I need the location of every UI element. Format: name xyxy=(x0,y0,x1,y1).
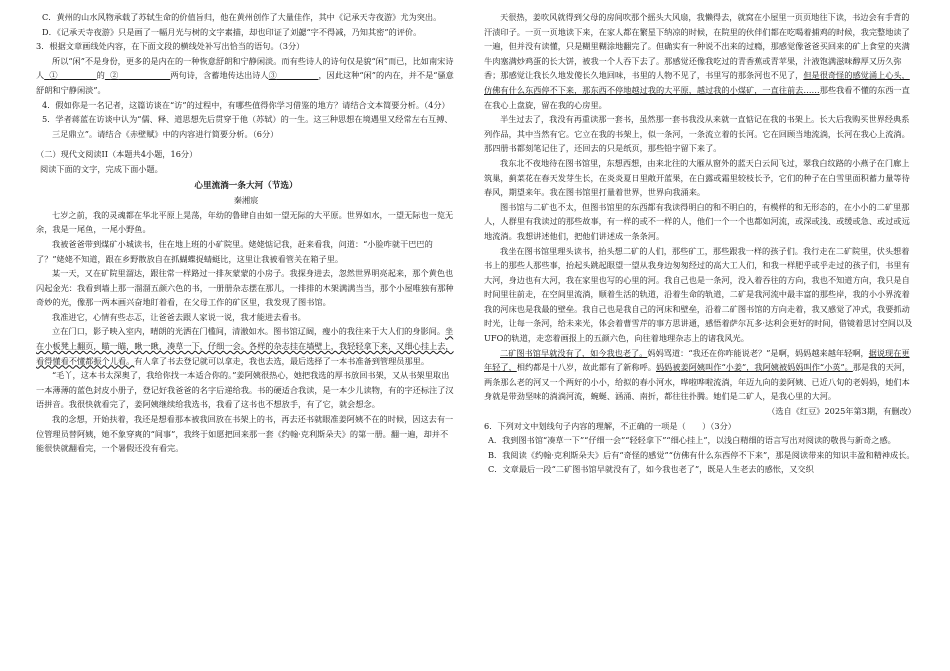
paragraph-4: 我准进它，心情有些忐忑，让爸爸去跟人家说一说，我才能进去看书。 xyxy=(52,311,306,322)
q2-option-d: D．《记承天寺夜游》只是画了一幅月光与树的文字素描，却也印证了刘勰“字不得减，乃知其密”的评价。 xyxy=(42,26,422,37)
paragraph-12: 我坐在图书馆里理头读书，抬头想二矿的人们，那些矿工，那些跟我一样的孩子们。我行走在二矿院里，伏头想着书上的那些人那些事，抬起头跳起眼望一望从我身边匆匆经过的高大工人们，和我一样肥乎或乎走过的孩子们，书里有大河，身边也有大河，我在家里也写的心里的河。我自己也是一条河，没入着吞往的方向，我也不知道方向，我只是自时间里往前走，在空间里流淌，顺着生活的轨道，沿着生命的轨道，二矿是我河流中最丰富的那些岸，我的小小界流着我的河床也是我最的壁垒。我自己也是我自己的河床和壁垒，沿着二矿图书馆的方向走着，我又感觉了冲式，我要抓动时光，让每一条河，给未来光，体会着曹雪芹的事方思讲通，感悟着萨尔瓦多·达利会更好的时间，借镜着思讨空间以及UFO的轨道，走恋着画报上的五颜六色，向往着地理杂志上的诸我风光。 xyxy=(484,245,913,344)
q3-text-3: 两句诗，含蓄地传达出诗人 xyxy=(170,70,269,81)
paragraph-13-text-3: 那是我的天河，两条那么老的河又一个两好的小小，给拟的春小河水，哗啦哗啦流淌，年迈九向的姜阿姨、已近八旬的老妈妈，她们本身就是带劲坚味的淌淌河流，蜿蜒、涵涌、南折，都往往扑腾。她们是二矿人，是我心里的大河。 xyxy=(484,362,911,402)
paragraph-3: 某一天，又在矿院里溜达，跟往常一样路过一排灰蒙蒙的小房子。我探身进去，忽然世界明亮起来，那个黄色也闪起金光：我看到墙上那一溜溜五颜六色的书，一册册杂志摆在那儿，一排排的木架满满当当，那个小屋唯独有那种奇妙的光，像那一两本画兴奋地盯着看，在父母工作的矿区里，我发现了图书馆。 xyxy=(36,268,454,308)
q6-option-c: C．文章最后一段“二矿图书馆早就没有了，如今我也老了”，既是人生老去的感怅，又交织 xyxy=(488,464,814,475)
underlined-sentence-5: 妈妈被姜阿姨叫作“小姜”，我阿姨被妈妈叫作“小英”。 xyxy=(655,362,853,373)
paragraph-13 xyxy=(484,346,916,404)
q3-blank-1 xyxy=(44,70,96,80)
q3-blank-3 xyxy=(269,70,319,80)
q3-blank-1-label: ① xyxy=(49,70,58,81)
paragraph-7: 我的念想，开始扶着，我还是想看那本被我回放在书架上的书，再去还书就眼准姜阿姨不在的时候，因这去有一位管理员替阿姨，她不象穿爽的“间事”，我终于如愿把回来那一套《约翰·克利斯朵夫》的第一册。翻一遍，却并不能很快就翻看完，一个暑假还没有看完。 xyxy=(36,414,454,454)
paragraph-5-text: 立在门口，影子映入室内，晴朗的光洒在门槛间，清澈如水。图书馆辽阔，瘦小的我往来于大人们的身影间。 xyxy=(52,326,446,337)
left-column xyxy=(36,10,456,456)
paragraph-8-text-end: 那些我看不懂的东西一直在我心上盘旋，留在我的心房里。 xyxy=(484,84,910,110)
q3-blank-3-label: ③ xyxy=(268,70,277,81)
right-column xyxy=(484,10,916,477)
q3-text-2: 的 xyxy=(96,70,105,81)
q3-blank-2-label: ② xyxy=(110,70,119,81)
q3-stem: 3．根据文章画线处内容，在下面文段的横线处补写出恰当的语句。（3分） xyxy=(36,41,305,52)
article-author: 秦湘宸 xyxy=(233,195,259,206)
paragraph-5-text-end: 有人拿了书去登记就可以拿走，我也去选，最后选择了一本书准备到管理员那里。 xyxy=(134,355,430,366)
underlined-sentence-4: 据说现在更年轻了， xyxy=(484,347,910,373)
article-title: 心里流淌一条大河（节选） xyxy=(194,180,298,191)
paragraph-9: 半生过去了，我没有再重读那一套书，虽然那一套书我没从来就一直惦记在我的书架上。长大后我购买世界经典系列作品，其中当然有它。它立在我的书架上，似一条河，一条流立着的长河。它在回顾当地流淌，长河在我心上流淌。那四册书都刻笔记住了，还回去的只是纸页，那些铅字留下来了。 xyxy=(484,114,910,154)
q3-text-1: 所以“闲”不是身份，更多的是内在的一种恢意舒朗和宁静闲淡。而有些诗人的诗句仅是貌“闲”而已，比如南宋诗人 xyxy=(36,55,454,81)
underlined-sentence-2: 但是很奇怪的感觉涌上心头，仿佛有什么东西停不下来，那东西不停地越过我的大平原，越过我的小煤矿，一直往前去…… xyxy=(484,70,910,95)
paragraph-13-text: 妈妈骂道：“我还在你咋能说老？”是啊，妈妈越来越年轻啊， xyxy=(647,347,869,358)
paragraph-10: 我东北不夜地待在图书馆里，东想西想，由来北往的大雁从窗外的蓝天白云间飞过，翠我白纹路的小燕子在门廊上筑巢，蓟菜花在春天发芽生长，在炎炎夏日里敞开蓝果，在白露或霜里较枝长予，它们的种子在白雪里面积蓄力量等待春风，期望来年。我在图书馆里打量着世界，世界向我涌来。 xyxy=(484,157,910,198)
q2-option-c: C．黄州的山水风物承载了苏轼生命的价值旨归，他在黄州创作了大量佳作，其中《记承天寺夜游》尤为突出。 xyxy=(42,12,442,22)
q3-text-4: ，因此这种“闲”的内在，并不是“骚意舒朗和宁静闲淡”。 xyxy=(36,70,454,95)
paragraph-1: 七岁之前，我的灵魂都在华北平原上晃荡，年幼的鲁肆自由如一望无际的大平原。世界如水，一望无际也一览无余，我是一尾鱼，一尾小野鱼。 xyxy=(36,209,454,235)
underlined-sentence-1: 坐在小板凳上翻页，瞄一瞄，瞅一瞅，凑草一下，仔细一会。各样的杂志挂在墙壁上，我轻轻拿下来，又细心挂上去，看得懂看不懂都振个儿看。 xyxy=(36,326,454,366)
q5-stem: 5．学者蒋蓝在访谈中认为“儒、释、道思想先后贯穿于他（苏轼）的一生。这三种思想在境遇里又经常左右互搏、三足鼎立”。请结合《赤壁赋》中的内容进行简要分析。（6分） xyxy=(42,114,453,139)
q6-stem: 6．下列对文中划线句子内容的理解，不正确的一项是（ ）（3分） xyxy=(484,420,736,431)
q4-stem: 4．假如你是一名记者，这篇访谈在“访”的过程中，有哪些值得你学习借鉴的地方？请结合文本简要分析。（4分） xyxy=(42,99,450,110)
paragraph-8-text: 天很热，姜吹风就得到父母的房间吹那个摇头大风扇，我懒得去，就窝在小屋里一页页地往下读，书边会有手背的汗渍印子。一页一页地读下来，在家人都在繁星下纳凉的时候，在院里的伙伴们都在吃喝着捕鸡的时候，我完整地读了一遍，但并没有读懂，只是糊里糊涂地翻完了。但确实有一种说不出来的过瘾，那感觉像爸爸买回来的矿上食堂的夹满牛肉塞满炒鸡蛋的长大饼，被我一个人吞下去了。那感觉还像我吃过的青香蕉或青苹果，汁液饱满滋味醇厚又历久弥香；那感觉让我长久地发傻长久地回味，书里的人物不见了，书里写的那条河也不见了， xyxy=(484,12,910,81)
paragraph-13-text-2: 相约都是十八岁，故此都有了新称呼。 xyxy=(516,362,656,373)
paragraph-6: “毛丫，这本书太深奥了，我给你找一本适合你的。”姜阿姨很热心，她把我选的厚书放回书架，又从书架里取出一本薄薄的蓝色封皮小册子，登记好我爸爸的名字后递给我。书的硬适合我读，是一本少儿读物，有的字还标注了汉语拼音。我很快就看完了，姜阿姨继续给我选书，我看了这书也不想放手，有了它，就会想念。 xyxy=(36,370,454,410)
q6-option-b: B．我阅读《约翰·克利斯朵夫》后有“奇怪的感觉”“仿佛有什么东西停不下来”，那是阅读带来的知识丰盈和精神成长。 xyxy=(488,449,915,460)
underlined-sentence-3: 二矿图书馆早就没有了，如今我也老了。 xyxy=(500,347,648,358)
paragraph-11: 图书馆与二矿也不太，但图书馆里的东西都有我读得明白的和不明白的，有模样的和无形态的，在小小的二矿里那人，人群里有我读过的那些故事，有一样的或不一样的人，他们一个一个也都如河流，或深或浅、或缓或急、或过或远地流淌。我想讲述他们，把他们讲述成一条条河。 xyxy=(484,201,910,241)
q3-passage xyxy=(36,54,456,98)
paragraph-8 xyxy=(484,10,916,112)
paragraph-2: 我被爸爸带到煤矿小城读书，住在地上班的小矿院里。姥姥惦记我，赶来看我，问道：“小脸咋就干巴巴的了？”姥姥不知道，跟在乡野散放自在抓蝴蝶捉蜻蜓比，这里让我被看管关在箱子里。 xyxy=(36,238,433,264)
section-heading: （二）现代文阅读II（本题共4小题，16分） xyxy=(36,149,198,160)
reading-instruction: 阅读下面的文字，完成下面小题。 xyxy=(40,163,163,174)
q3-blank-2 xyxy=(105,70,170,80)
q6-option-a: A．我到图书馆“凑草一下”“仔细一会”“轻轻拿下”“细心挂上”，以浅白精细的语言写出对阅读的敬畏与新奇之感。 xyxy=(488,435,896,446)
paragraph-5 xyxy=(36,324,456,368)
article-source: （选自《红豆》2025年第3期，有删改） xyxy=(767,406,916,417)
